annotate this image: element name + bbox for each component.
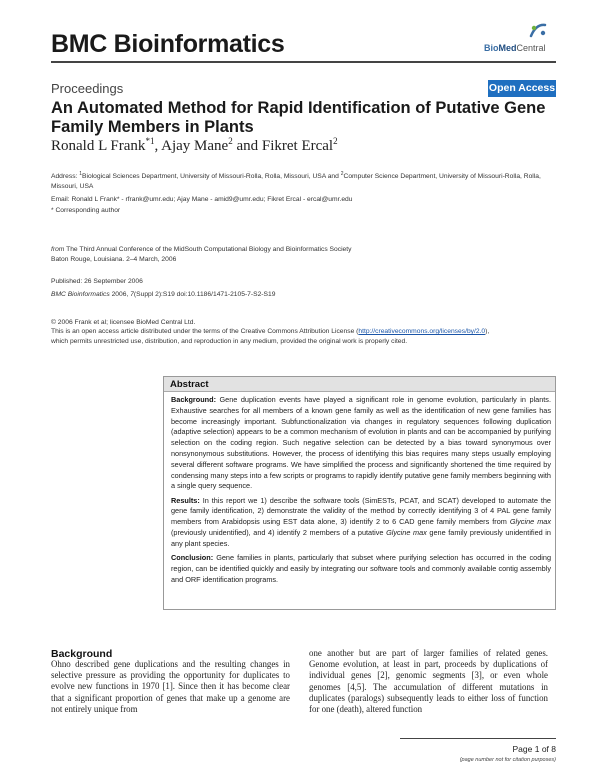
abstract-results: [171, 496, 551, 550]
abstract-conclusion: [171, 553, 551, 585]
corresponding-author-note: * Corresponding author: [51, 207, 121, 214]
body-column-left: Ohno described gene duplications and the resulting changes in selective pressure as providing the opportunity for duplicates to evolve new functions in 1970 [1]. Since then it has become clear that a significant proportion of genes that make up a genome are not entirely unique from: [51, 659, 290, 714]
license-link[interactable]: http://creativecommons.org/licenses/by/2.0: [358, 328, 486, 335]
address-block: [51, 169, 556, 192]
conference-line: [51, 245, 556, 255]
email-line: Email: Ronald L Frank* - rfrank@umr.edu; Ajay Mane - amid9@umr.edu; Fikret Ercal - ercal@umr.edu: [51, 196, 353, 203]
author-list: [51, 136, 338, 155]
logo-med: Med: [498, 43, 517, 53]
species-name: Glycine max: [386, 528, 427, 538]
citation-line: [51, 290, 556, 300]
section-heading: Background: [51, 648, 113, 660]
abstract-conclusion-text: Gene families in plants, particularly that subset where purifying selection has occurred in the coding region, can be identified quickly and easily by integrating our software tools and commonly available contig assembly and ORF identification programs.: [171, 553, 551, 584]
abstract-background-text: Gene duplication events have played a significant role in genome evolution, particularly in plants. Exhaustive searches for all members of a known gene family as well as the identification of new gene families has become increasingly important. Subfunctionalization via changes in regulatory sequences following duplication (adaptive selection) appears to be a common mechanism of evolution in plants and can be accompanied by purifying selection on the coding region. Such negative selection can be detected by a bias toward synonymous over nonsynonymous substitutions. However, the process of identifying this bias requires many steps usually employing several different software programs. We have simplified the process and significantly shortened the time required by condensing many steps into a few scripts or programs to rapidly identify putative gene family members beginning with a single query sequence.: [171, 395, 551, 491]
affiliation-1: Biological Sciences Department, University of Missouri-Rolla, Rolla, Missouri, USA and: [82, 173, 341, 181]
author-separator: ,: [154, 138, 162, 154]
citation-doi: (Suppl 2):S19 doi:10.1186/1471-2105-7-S2-S19: [133, 291, 276, 298]
published-date: Published: 26 September 2006: [51, 278, 143, 285]
from-label: from: [51, 246, 65, 253]
article-type: Proceedings: [51, 81, 124, 96]
license-text: This is an open access article distributed under the terms of the Creative Commons Attribution License (: [51, 328, 359, 335]
author-separator: and: [232, 138, 262, 154]
open-access-badge[interactable]: Open Access: [488, 80, 556, 97]
biomed-central-logo-mark-icon: [528, 22, 548, 40]
footer-divider: [400, 738, 556, 739]
conference-place: Baton Rouge, Louisiana. 2–4 March, 2006: [51, 256, 177, 263]
journal-title: BMC Bioinformatics: [51, 30, 285, 58]
author-name: Ronald L Frank: [51, 138, 146, 154]
author-affiliation-sup: *1: [145, 136, 155, 146]
affiliation-sup: 2: [340, 171, 344, 177]
abstract-results-text: (previously unidentified), and 4) identify 2 members of a putative: [171, 528, 387, 538]
address-label: Address:: [51, 173, 80, 181]
page-number: Page 1 of 8: [512, 744, 556, 754]
abstract-conclusion-label: Conclusion:: [171, 553, 214, 563]
author-name: Ajay Mane: [161, 138, 229, 154]
license-text-close: ),: [485, 328, 490, 335]
body-column-right: one another but are part of larger families of related genes. Genome evolution, at least in part, proceeds by duplications of individual genes [2], genomic segments [3], or even whole genomes [4,5]. The accumulation of different mutations in duplicates (paralogs) subsequently leads to either loss of function for one (death), altered function: [309, 648, 548, 715]
page-number-note: (page number not for citation purposes): [459, 757, 556, 763]
license-line-2: which permits unrestricted use, distribution, and reproduction in any medium, provided the original work is properly cited.: [51, 338, 408, 345]
abstract-results-label: Results:: [171, 495, 200, 505]
abstract-box: [163, 376, 556, 610]
abstract-results-text: gene family previously unidentified in any plant species.: [171, 528, 551, 548]
citation-volume: 7: [130, 291, 134, 298]
conference-name: The Third Annual Conference of the MidSouth Computational Biology and Bioinformatics Society: [64, 246, 352, 253]
author-name: Fikret Ercal: [261, 138, 334, 154]
citation-year: 2006,: [109, 291, 131, 298]
affiliation-2: Computer Science Department, University of Missouri-Rolla, Rolla, Missouri, USA: [51, 173, 541, 191]
author-affiliation-sup: 2: [333, 136, 338, 146]
abstract-title: Abstract: [164, 377, 555, 392]
logo-bio: Bio: [484, 43, 499, 53]
abstract-background: [171, 395, 551, 492]
abstract-results-text: In this report we 1) describe the software tools (SimESTs, PCAT, and SCAT) developed to automate the gene family identification, 2) demonstrate the validity of the method by correctly identifying 3 of 4 PAL gene family members from Arabidopsis using EST data alone, 3) identify 2 to 6 CAD gene family members from: [171, 495, 551, 527]
author-affiliation-sup: 2: [228, 136, 233, 146]
species-name: Glycine max: [509, 517, 551, 527]
copyright-line: © 2006 Frank et al; licensee BioMed Central Ltd.: [51, 319, 196, 326]
logo-central: Central: [516, 43, 546, 53]
header-divider: [51, 61, 556, 63]
abstract-body: [171, 395, 551, 589]
citation-journal: BMC Bioinformatics: [51, 291, 110, 298]
license-line: [51, 327, 556, 337]
abstract-background-label: Background:: [171, 395, 216, 404]
affiliation-sup: 1: [79, 171, 83, 177]
article-title: An Automated Method for Rapid Identification of Putative Gene Family Members in Plants: [51, 99, 546, 136]
biomed-central-logo-text: [484, 43, 546, 53]
biomed-central-logo[interactable]: [484, 22, 554, 54]
